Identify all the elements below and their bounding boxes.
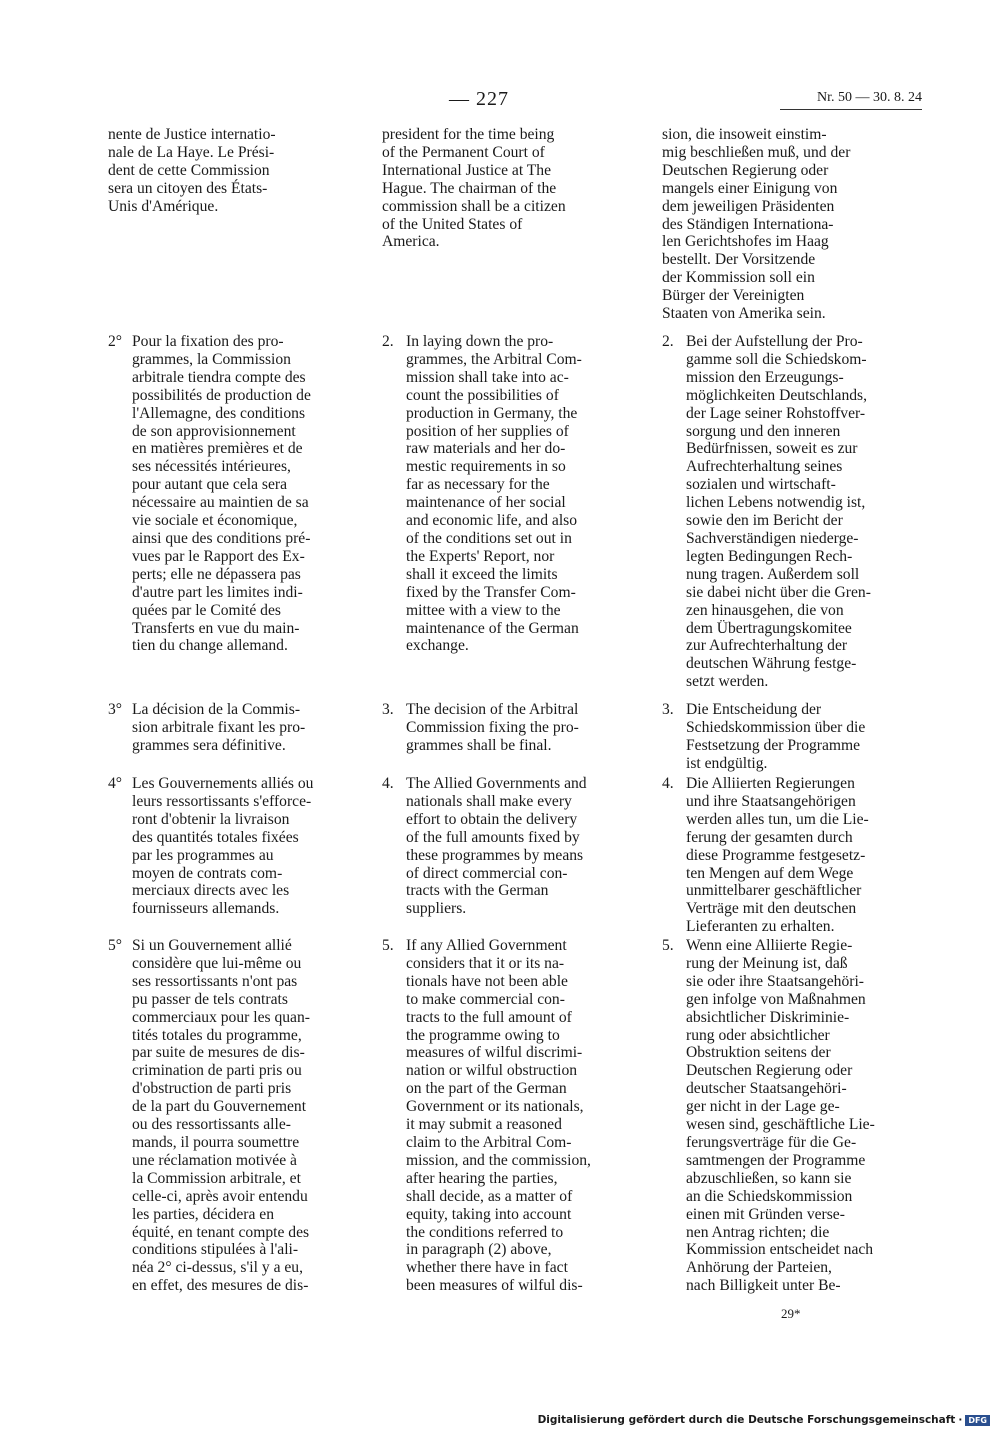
text-line: exchange. bbox=[406, 637, 469, 655]
text-line: lichen Lebens notwendig ist, bbox=[686, 494, 866, 512]
text-line: nach Billigkeit unter Be- bbox=[686, 1277, 841, 1295]
text-line: president for the time being bbox=[382, 126, 555, 143]
text-line: count the possibilities of bbox=[406, 386, 559, 404]
paragraph-number: 4. bbox=[662, 775, 674, 792]
text-line: Bedürfnissen, soweit es zur bbox=[686, 440, 858, 458]
text-line: la Commission arbitrale, et bbox=[132, 1169, 301, 1187]
paragraph bbox=[662, 775, 912, 936]
text-line: zur Aufrechterhaltung der bbox=[686, 637, 848, 655]
text-line: commerciaux pour les quan- bbox=[132, 1008, 310, 1026]
text-line: considers that it or its na- bbox=[406, 954, 565, 972]
paragraph-number: 2° bbox=[108, 333, 123, 350]
text-line: The decision of the Arbitral bbox=[406, 701, 579, 718]
text-line: vie sociale et économique, bbox=[132, 512, 298, 530]
paragraph bbox=[382, 126, 632, 251]
text-line: an die Schiedskommission bbox=[686, 1187, 853, 1205]
text-line: samtmengen der Programme bbox=[686, 1151, 866, 1169]
text-line: Hague. The chairman of the bbox=[382, 179, 557, 197]
text-line: pour autant que cela sera bbox=[132, 476, 287, 494]
text-line: ger nicht in der Lage ge- bbox=[686, 1098, 840, 1116]
text-line: sowie den im Bericht der bbox=[686, 512, 843, 530]
text-line: tionals have not been able bbox=[406, 972, 568, 990]
text-line: Aufrechterhaltung seines bbox=[686, 458, 843, 476]
text-line: position of her supplies of bbox=[406, 422, 569, 440]
paragraph bbox=[108, 701, 358, 755]
text-line: l'Allemagne, des conditions bbox=[132, 404, 306, 422]
paragraph-number: 4° bbox=[108, 775, 123, 792]
text-line: pu passer de tels contrats bbox=[132, 990, 288, 1008]
text-line: Sachverständigen niederge- bbox=[686, 529, 859, 547]
text-line: diese Programme festgesetz- bbox=[686, 846, 866, 864]
text-line: possibilités de production de bbox=[132, 386, 311, 404]
text-line: mangels einer Einigung von bbox=[662, 179, 838, 197]
text-line: grammes shall be final. bbox=[406, 736, 552, 754]
text-line: equity, taking into account bbox=[406, 1205, 572, 1223]
text-line: Schiedskommission über die bbox=[686, 718, 866, 736]
text-line: production in Germany, the bbox=[406, 404, 578, 422]
text-line: néa 2° ci-dessus, s'il y a eu, bbox=[132, 1259, 304, 1277]
text-line: commission shall be a citizen bbox=[382, 197, 566, 215]
text-line: mission, and the commission, bbox=[406, 1151, 591, 1169]
text-line: d'autre part les limites indi- bbox=[132, 583, 303, 601]
text-line: Government or its nationals, bbox=[406, 1098, 584, 1116]
text-line: des Ständigen Internationa- bbox=[662, 215, 834, 233]
text-line: setzt werden. bbox=[686, 673, 769, 691]
text-line: the Experts' Report, nor bbox=[406, 547, 555, 565]
paragraph bbox=[662, 937, 912, 1295]
text-line: ainsi que des conditions pré- bbox=[132, 529, 311, 547]
text-line: en matières premières et de bbox=[132, 440, 303, 458]
text-line: mestic requirements in so bbox=[406, 458, 566, 476]
text-line: ront d'obtenir la livraison bbox=[132, 810, 290, 828]
paragraph-number: 4. bbox=[382, 775, 394, 792]
text-line: Bürger der Vereinigten bbox=[662, 287, 805, 305]
text-line: shall decide, as a matter of bbox=[406, 1187, 573, 1205]
paragraph bbox=[662, 126, 912, 323]
text-line: Deutschen Regierung oder bbox=[686, 1062, 853, 1080]
text-line: abzuschließen, so kann sie bbox=[686, 1169, 852, 1187]
text-line: dem Übertragungskomitee bbox=[686, 619, 852, 637]
text-line: len Gerichtshofes im Haag bbox=[662, 233, 829, 251]
text-line: tracts with the German bbox=[406, 882, 549, 900]
text-line: nen Antrag richten; die bbox=[686, 1223, 830, 1241]
text-line: of the United States of bbox=[382, 215, 523, 233]
paragraph-number: 5. bbox=[662, 937, 674, 954]
text-line: moyen de contrats com- bbox=[132, 864, 283, 882]
paragraph bbox=[662, 333, 912, 691]
text-line: and economic life, and also bbox=[406, 512, 578, 530]
text-line: merciaux directs avec les bbox=[132, 882, 290, 900]
text-line: sorgung und den inneren bbox=[686, 422, 841, 440]
text-line: une réclamation motivée à bbox=[132, 1151, 297, 1169]
text-line: maintenance of the German bbox=[406, 619, 579, 637]
text-line: the programme owing to bbox=[406, 1026, 560, 1044]
text-line: de son approvisionnement bbox=[132, 422, 296, 440]
text-line: claim to the Arbitral Com- bbox=[406, 1133, 572, 1151]
paragraph-number: 5° bbox=[108, 937, 123, 954]
text-line: de la part du Gouvernement bbox=[132, 1098, 307, 1116]
text-line: Staaten von Amerika sein. bbox=[662, 305, 826, 323]
text-line: nécessaire au maintien de sa bbox=[132, 494, 309, 512]
text-line: d'obstruction de parti pris bbox=[132, 1080, 292, 1098]
text-line: tracts to the full amount of bbox=[406, 1008, 572, 1026]
text-line: considère que lui-même ou bbox=[132, 954, 302, 972]
text-line: wesen sind, geschäftliche Lie- bbox=[686, 1116, 875, 1134]
text-line: leurs ressortissants s'efforce- bbox=[132, 792, 312, 810]
text-line: in paragraph (2) above, bbox=[406, 1241, 552, 1259]
text-line: der Kommission soll ein bbox=[662, 269, 815, 287]
text-line: the conditions referred to bbox=[406, 1223, 564, 1241]
text-line: Lieferanten zu erhalten. bbox=[686, 918, 835, 936]
text-line: effort to obtain the delivery bbox=[406, 810, 578, 828]
text-line: legten Bedingungen Rech- bbox=[686, 547, 853, 565]
text-line: it may submit a reasoned bbox=[406, 1116, 562, 1134]
text-line: zen hinausgehen, die von bbox=[686, 601, 844, 619]
text-line: Die Entscheidung der bbox=[686, 701, 822, 718]
text-line: absichtlicher Diskriminie- bbox=[686, 1008, 850, 1026]
text-line: ten Mengen auf dem Wege bbox=[686, 864, 854, 882]
text-line: these programmes by means bbox=[406, 846, 584, 864]
text-line: on the part of the German bbox=[406, 1080, 567, 1098]
text-line: sie oder ihre Staatsangehöri- bbox=[686, 972, 864, 990]
text-line: mittee with a view to the bbox=[406, 601, 561, 619]
text-line: gen infolge von Maßnahmen bbox=[686, 990, 866, 1008]
text-line: of direct commercial con- bbox=[406, 864, 568, 882]
text-line: measures of wilful discrimi- bbox=[406, 1044, 583, 1062]
text-line: Anhörung der Parteien, bbox=[686, 1259, 832, 1277]
text-line: Verträge mit den deutschen bbox=[686, 900, 857, 918]
text-line: par suite de mesures de dis- bbox=[132, 1044, 305, 1062]
text-line: sion arbitrale fixant les pro- bbox=[132, 718, 306, 736]
text-line: nationals shall make every bbox=[406, 792, 572, 810]
paragraph-number: 2. bbox=[382, 333, 394, 350]
text-line: If any Allied Government bbox=[406, 937, 567, 954]
page-number: — 227 bbox=[449, 88, 509, 110]
text-line: grammes, the Arbitral Com- bbox=[406, 350, 582, 368]
text-line: Bei der Aufstellung der Pro- bbox=[686, 333, 863, 350]
text-line: grammes, la Commission bbox=[132, 350, 291, 368]
text-line: dem jeweiligen Präsidenten bbox=[662, 197, 835, 215]
text-line: perts; elle ne dépassera pas bbox=[132, 565, 301, 583]
text-line: of the Permanent Court of bbox=[382, 143, 545, 161]
text-line: of the full amounts fixed by bbox=[406, 828, 580, 846]
text-line: gamme soll die Schiedskom- bbox=[686, 350, 867, 368]
text-line: der Lage seiner Rohstoffver- bbox=[686, 404, 866, 422]
text-line: ses nécessités intérieures, bbox=[132, 458, 291, 476]
paragraph bbox=[382, 937, 632, 1295]
text-line: Wenn eine Alliierte Regie- bbox=[686, 937, 853, 954]
text-line: Les Gouvernements alliés ou bbox=[132, 775, 314, 792]
paragraph-number: 2. bbox=[662, 333, 674, 350]
text-line: Die Alliierten Regierungen bbox=[686, 775, 855, 792]
text-line: International Justice at The bbox=[382, 161, 552, 179]
paragraph bbox=[382, 701, 632, 755]
text-line: conditions stipulées à l'ali- bbox=[132, 1241, 299, 1259]
paragraph-number: 3. bbox=[382, 701, 394, 718]
text-line: sie dabei nicht über die Gren- bbox=[686, 583, 871, 601]
text-line: des quantités totales fixées bbox=[132, 828, 299, 846]
dfg-logo: DFG bbox=[965, 1415, 990, 1426]
text-line: fournisseurs allemands. bbox=[132, 900, 280, 918]
text-line: Obstruktion seitens der bbox=[686, 1044, 831, 1062]
text-line: mig beschließen muß, und der bbox=[662, 143, 851, 161]
text-line: deutschen Währung festge- bbox=[686, 655, 857, 673]
paragraph bbox=[108, 775, 358, 918]
text-line: les parties, décidera en bbox=[132, 1205, 275, 1223]
text-line: celle-ci, après avoir entendu bbox=[132, 1187, 308, 1205]
text-line: sera un citoyen des États- bbox=[108, 179, 268, 197]
text-line: shall it exceed the limits bbox=[406, 565, 558, 583]
text-line: unmittelbarer geschäftlicher bbox=[686, 882, 862, 900]
text-line: Pour la fixation des pro- bbox=[132, 333, 284, 350]
text-line: suppliers. bbox=[406, 900, 467, 918]
text-line: La décision de la Commis- bbox=[132, 701, 301, 718]
text-line: einen mit Gründen verse- bbox=[686, 1205, 845, 1223]
text-line: Commission fixing the pro- bbox=[406, 718, 579, 736]
issue-number: Nr. 50 — 30. 8. 24 bbox=[817, 90, 922, 105]
text-line: nation or wilful obstruction bbox=[406, 1062, 578, 1080]
text-line: crimination de parti pris ou bbox=[132, 1062, 302, 1080]
text-line: ou des ressortissants alle- bbox=[132, 1116, 291, 1134]
text-line: America. bbox=[382, 233, 440, 251]
text-line: tien du change allemand. bbox=[132, 637, 288, 655]
text-line: ferung der gesamten durch bbox=[686, 828, 853, 846]
paragraph-number: 3. bbox=[662, 701, 674, 718]
paragraph-number: 5. bbox=[382, 937, 394, 954]
text-line: ses ressortissants n'ont pas bbox=[132, 972, 298, 990]
text-line: In laying down the pro- bbox=[406, 333, 554, 350]
text-line: sozialen und wirtschaft- bbox=[686, 476, 836, 494]
text-line: of the conditions set out in bbox=[406, 529, 572, 547]
text-line: whether there have in fact bbox=[406, 1259, 568, 1277]
text-line: The Allied Governments and bbox=[406, 775, 587, 792]
signature-mark: 29* bbox=[781, 1306, 801, 1321]
text-line: arbitrale tiendra compte des bbox=[132, 368, 306, 386]
page-header bbox=[0, 88, 1000, 114]
text-line: werden alles tun, um die Lie- bbox=[686, 810, 869, 828]
text-line: Kommission entscheidet nach bbox=[686, 1241, 874, 1259]
text-line: ist endgültig. bbox=[686, 754, 768, 772]
text-line: mission shall take into ac- bbox=[406, 368, 569, 386]
text-line: deutscher Staatsangehöri- bbox=[686, 1080, 847, 1098]
text-line: far as necessary for the bbox=[406, 476, 550, 494]
text-line: möglichkeiten Deutschlands, bbox=[686, 386, 868, 404]
paragraph-number: 3° bbox=[108, 701, 123, 718]
paragraph bbox=[108, 126, 358, 216]
footer: Digitalisierung gefördert durch die Deutsche Forschungsgemeinschaft · DFG bbox=[538, 1414, 990, 1426]
footer-text: Digitalisierung gefördert durch die Deutsche Forschungsgemeinschaft bbox=[537, 1414, 956, 1426]
paragraph bbox=[108, 333, 358, 655]
text-line: Festsetzung der Programme bbox=[686, 736, 861, 754]
text-line: nale de La Haye. Le Prési- bbox=[108, 143, 275, 161]
paragraph bbox=[382, 333, 632, 655]
text-line: mands, il pourra soumettre bbox=[132, 1133, 300, 1151]
paragraph bbox=[662, 701, 912, 773]
text-line: rung der Meinung ist, daß bbox=[686, 954, 848, 972]
text-line: tités totales du programme, bbox=[132, 1026, 302, 1044]
text-line: dent de cette Commission bbox=[108, 161, 270, 179]
text-line: mission den Erzeugungs- bbox=[686, 368, 844, 386]
header-rule bbox=[780, 109, 922, 110]
text-line: en effet, des mesures de dis- bbox=[132, 1277, 309, 1295]
text-line: nung tragen. Außerdem soll bbox=[686, 565, 860, 583]
text-line: und ihre Staatsangehörigen bbox=[686, 792, 856, 810]
text-line: par les programmes au bbox=[132, 846, 274, 864]
text-line: been measures of wilful dis- bbox=[406, 1277, 583, 1295]
text-line: fixed by the Transfer Com- bbox=[406, 583, 576, 601]
text-line: Deutschen Regierung oder bbox=[662, 161, 829, 179]
text-line: vues par le Rapport des Ex- bbox=[132, 547, 305, 565]
text-line: to make commercial con- bbox=[406, 990, 565, 1008]
text-line: Unis d'Amérique. bbox=[108, 197, 219, 215]
text-line: bestellt. Der Vorsitzende bbox=[662, 251, 816, 269]
text-line: raw materials and her do- bbox=[406, 440, 566, 458]
text-line: équité, en tenant compte des bbox=[132, 1223, 310, 1241]
text-line: ferungsverträge für die Ge- bbox=[686, 1133, 857, 1151]
text-line: nente de Justice internatio- bbox=[108, 126, 276, 143]
text-line: Transferts en vue du main- bbox=[132, 619, 300, 637]
text-line: maintenance of her social bbox=[406, 494, 566, 512]
paragraph bbox=[108, 937, 358, 1295]
text-line: sion, die insoweit einstim- bbox=[662, 126, 827, 143]
paragraph bbox=[382, 775, 632, 918]
text-line: after hearing the parties, bbox=[406, 1169, 558, 1187]
text-line: quées par le Comité des bbox=[132, 601, 281, 619]
text-line: rung oder absichtlicher bbox=[686, 1026, 830, 1044]
text-line: Si un Gouvernement allié bbox=[132, 937, 292, 954]
text-line: grammes sera définitive. bbox=[132, 736, 286, 754]
